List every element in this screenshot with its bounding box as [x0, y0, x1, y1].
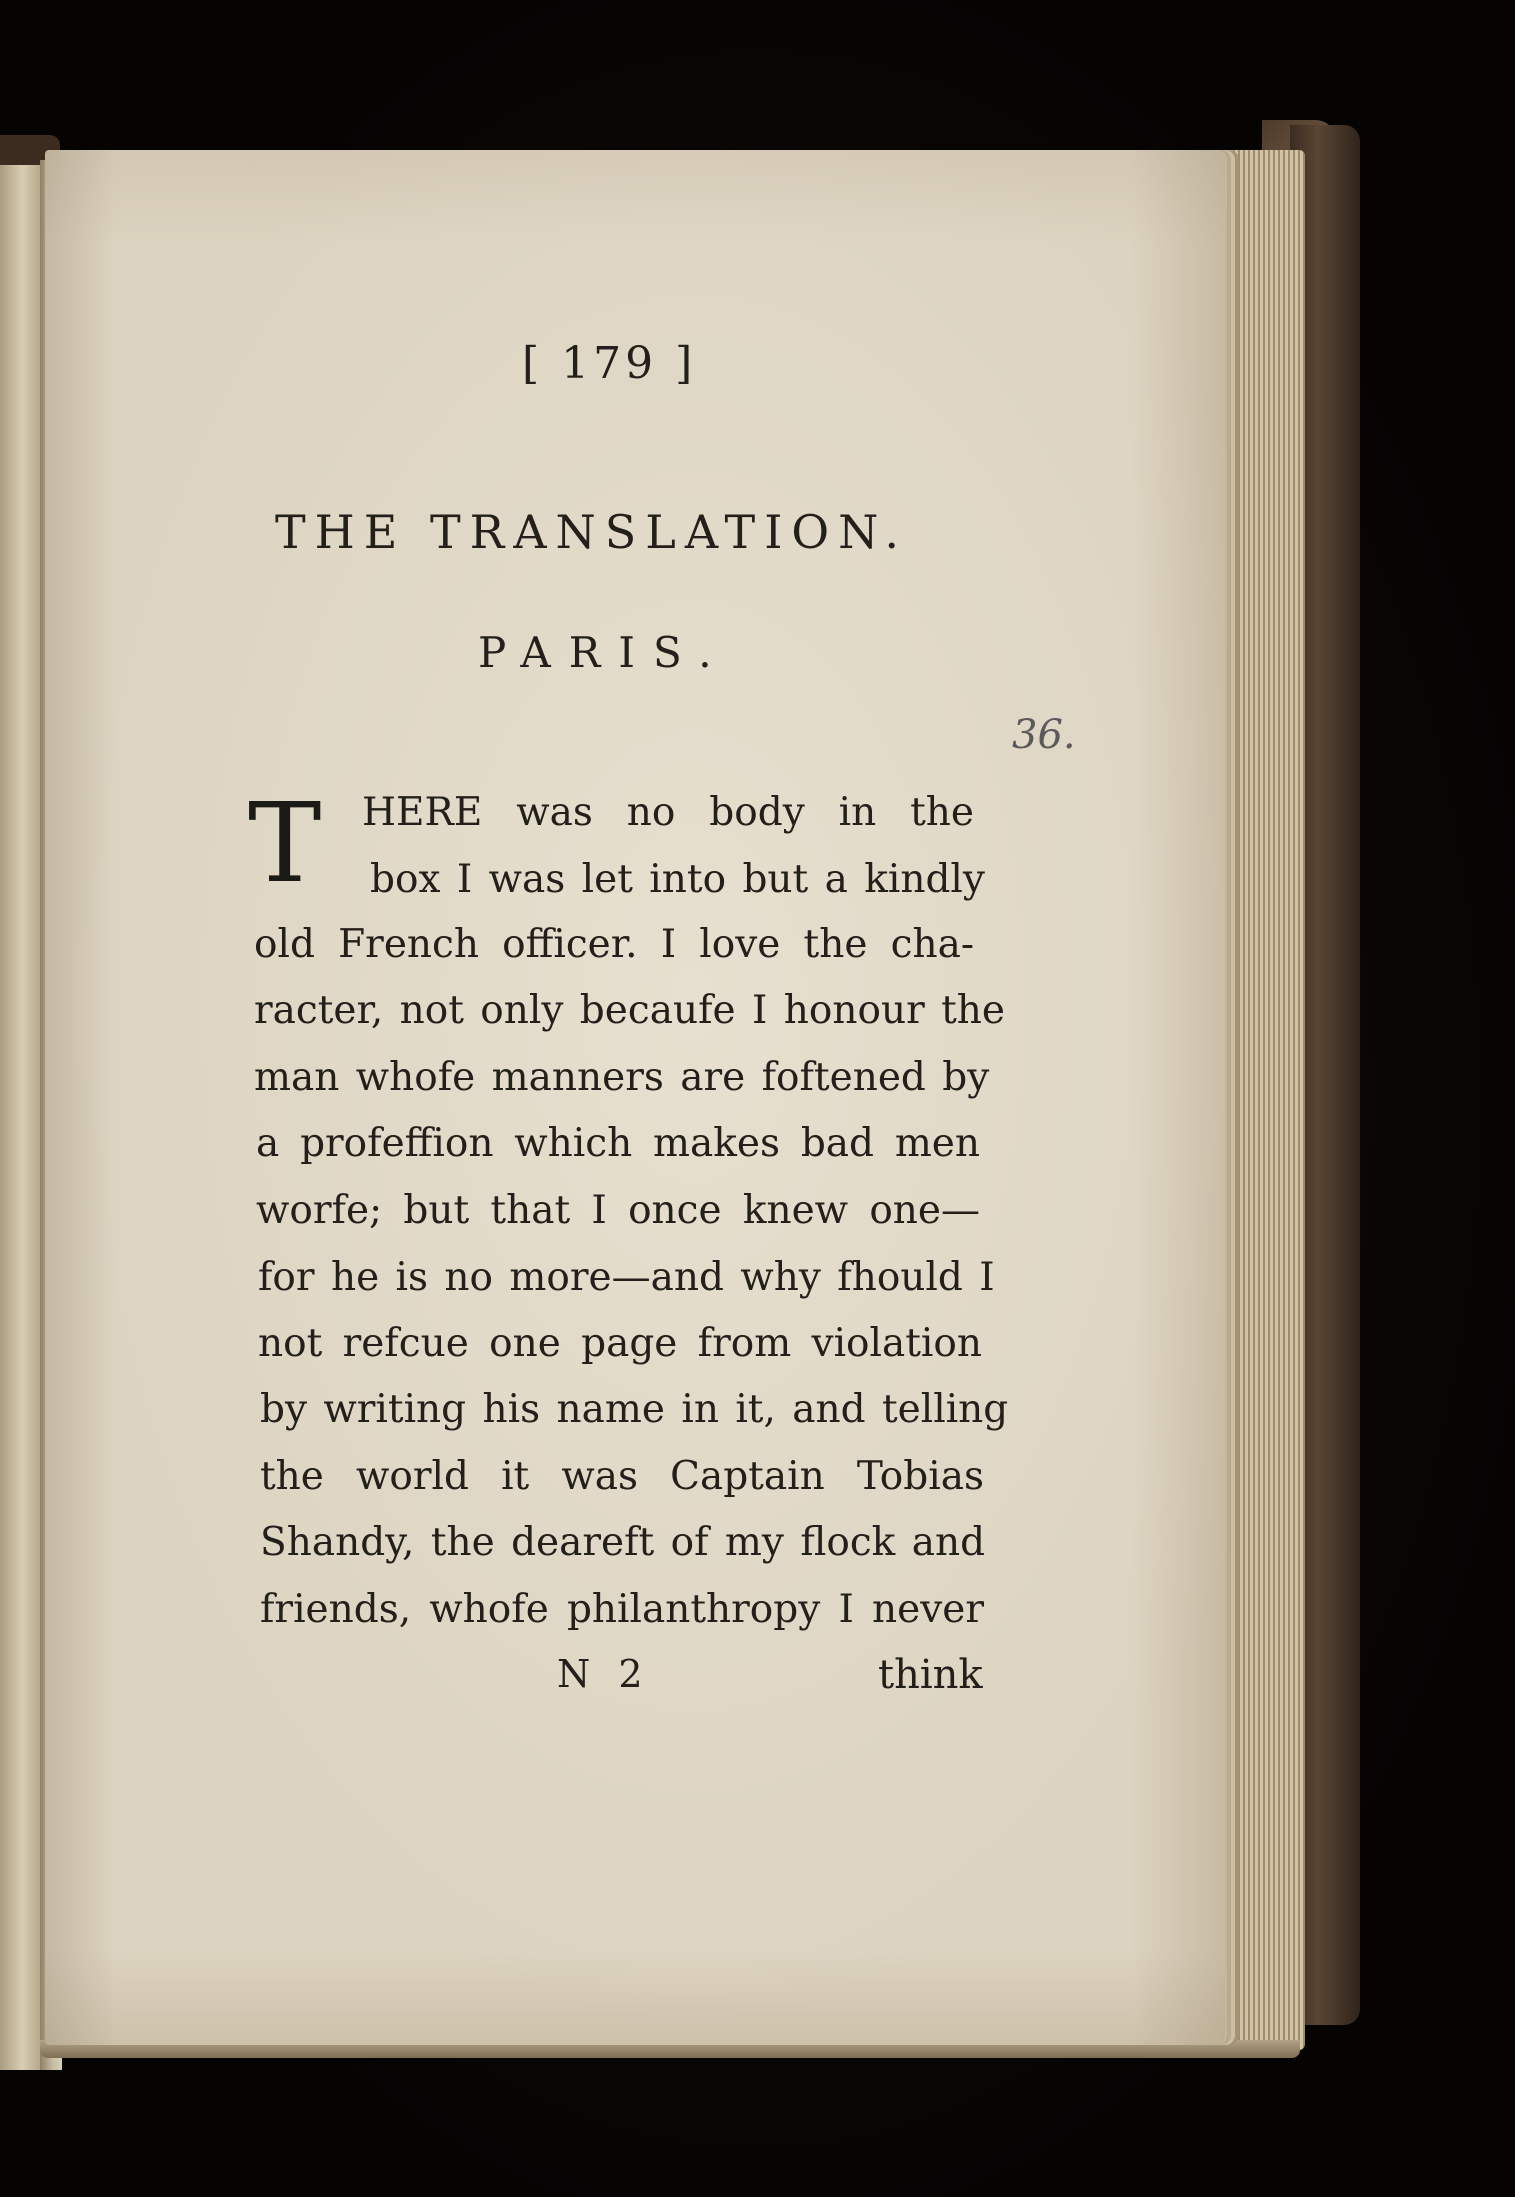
page-number: [ 179 ]	[522, 338, 697, 389]
signature-mark: N 2	[557, 1652, 651, 1696]
place-heading: PARIS.	[478, 628, 730, 677]
text-line: box I was let into but a kindly	[370, 857, 985, 902]
text-line: racter, not only becaufe I honour the	[254, 988, 1006, 1033]
drop-cap: T	[248, 779, 322, 907]
text-line: man whofe manners are foftened by	[254, 1055, 990, 1100]
text-line: a profeffion which makes bad men	[256, 1121, 980, 1166]
handwritten-margin-note: 36.	[1012, 712, 1076, 758]
text-line: for he is no more—and why fhould I	[258, 1255, 995, 1300]
left-page-sliver	[0, 165, 42, 2070]
text-line: worfe; but that I once knew one—	[256, 1188, 980, 1233]
text-line: by writing his name in it, and telling	[260, 1387, 1009, 1432]
text-line: old French officer. I love the cha-	[254, 922, 974, 967]
page-edges	[1225, 150, 1305, 2050]
text-line: HERE was no body in the	[362, 790, 974, 835]
text-line: Shandy, the deareft of my flock and	[260, 1520, 986, 1565]
catchword: think	[878, 1652, 983, 1698]
chapter-title: THE TRANSLATION.	[275, 505, 909, 559]
text-line: not refcue one page from violation	[258, 1321, 982, 1366]
text-line: friends, whofe philanthropy I never	[260, 1587, 984, 1632]
text-line: the world it was Captain Tobias	[260, 1454, 984, 1499]
